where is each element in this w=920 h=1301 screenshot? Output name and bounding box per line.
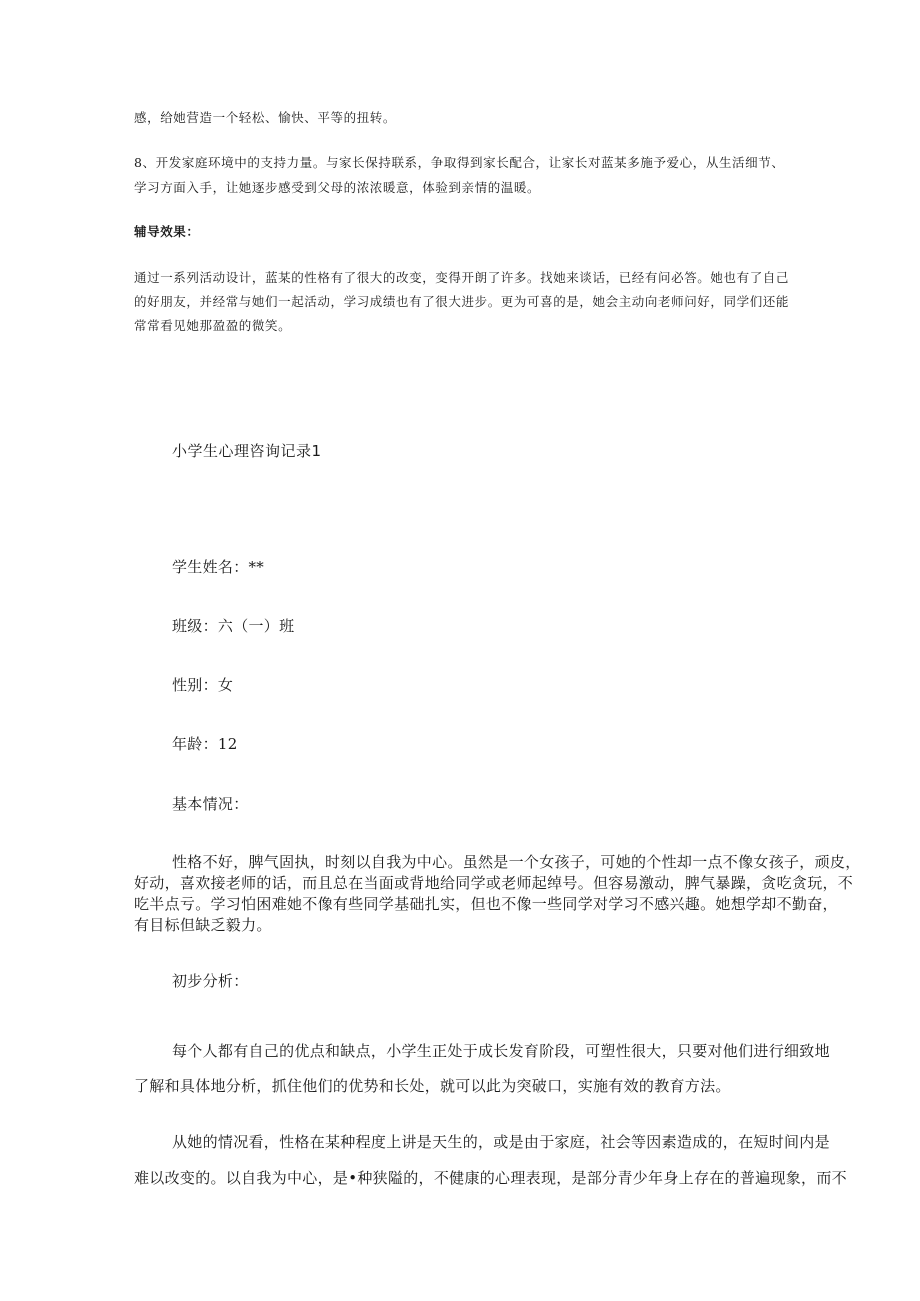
basic-info-line-1: 性格不好，脾气固执，时刻以自我为中心。虽然是一个女孩子，可她的个性却一点不像女孩子，顽皮， xyxy=(172,853,861,871)
effect-line-3: 常常看见她那盈盈的微笑。 xyxy=(134,318,292,333)
effect-line-1: 通过一系列活动设计，蓝某的性格有了很大的改变，变得开朗了许多。找她来谈话，已经有问必答。她也有了自己 xyxy=(134,270,790,285)
basic-info-line-3: 吃半点亏。学习怕困难她不像有些同学基础扎实，但也不像一些同学对学习不感兴趣。她想学却不勤奋， xyxy=(134,895,838,913)
class-field: 班级：六（一）班 xyxy=(172,617,295,635)
analysis-p1-line-1: 每个人都有自己的优点和缺点，小学生正处于成长发育阶段，可塑性很大，只要对他们进行细致地 xyxy=(172,1042,830,1060)
student-name-field: 学生姓名：** xyxy=(172,558,265,576)
basic-info-heading: 基本情况： xyxy=(172,795,249,813)
record-title: 小学生心理咨询记录1 xyxy=(172,442,322,460)
basic-info-line-2: 好动，喜欢接老师的话，而且总在当面或背地给同学或老师起绰号。但容易激动，脾气暴躁，贪吃贪玩，不 xyxy=(134,874,854,892)
analysis-p2-line-1: 从她的情况看，性格在某种程度上讲是天生的，或是由于家庭，社会等因素造成的，在短时间内是 xyxy=(172,1133,830,1151)
gender-field: 性别：女 xyxy=(172,676,234,694)
age-field: 年龄：12 xyxy=(172,735,238,753)
item-8-line-1: 8、开发家庭环境中的支持力量。与家长保持联系，争取得到家长配合，让家长对蓝某多施予爱心，从生活细节、 xyxy=(134,155,785,170)
effect-heading: 辅导效果： xyxy=(134,224,200,239)
basic-info-line-4: 有目标但缺乏毅力。 xyxy=(134,916,272,934)
analysis-heading: 初步分析： xyxy=(172,972,249,990)
effect-line-2: 的好朋友，并经常与她们一起活动，学习成绩也有了很大进步。更为可喜的是，她会主动向老师问好，同学们还能 xyxy=(134,294,790,309)
text-line-continuation: 感，给她营造一个轻松、愉快、平等的扭转。 xyxy=(134,110,397,125)
analysis-p2-line-2: 难以改变的。以自我为中心，是•种狭隘的，不健康的心理表现，是部分青少年身上存在的普遍现象，而不 xyxy=(134,1169,847,1187)
analysis-p1-line-2: 了解和具体地分析，抓住他们的优势和长处，就可以此为突破口，实施有效的教育方法。 xyxy=(134,1077,731,1095)
item-8-line-2: 学习方面入手，让她逐步感受到父母的浓浓暖意，体验到亲情的温暖。 xyxy=(134,180,541,195)
